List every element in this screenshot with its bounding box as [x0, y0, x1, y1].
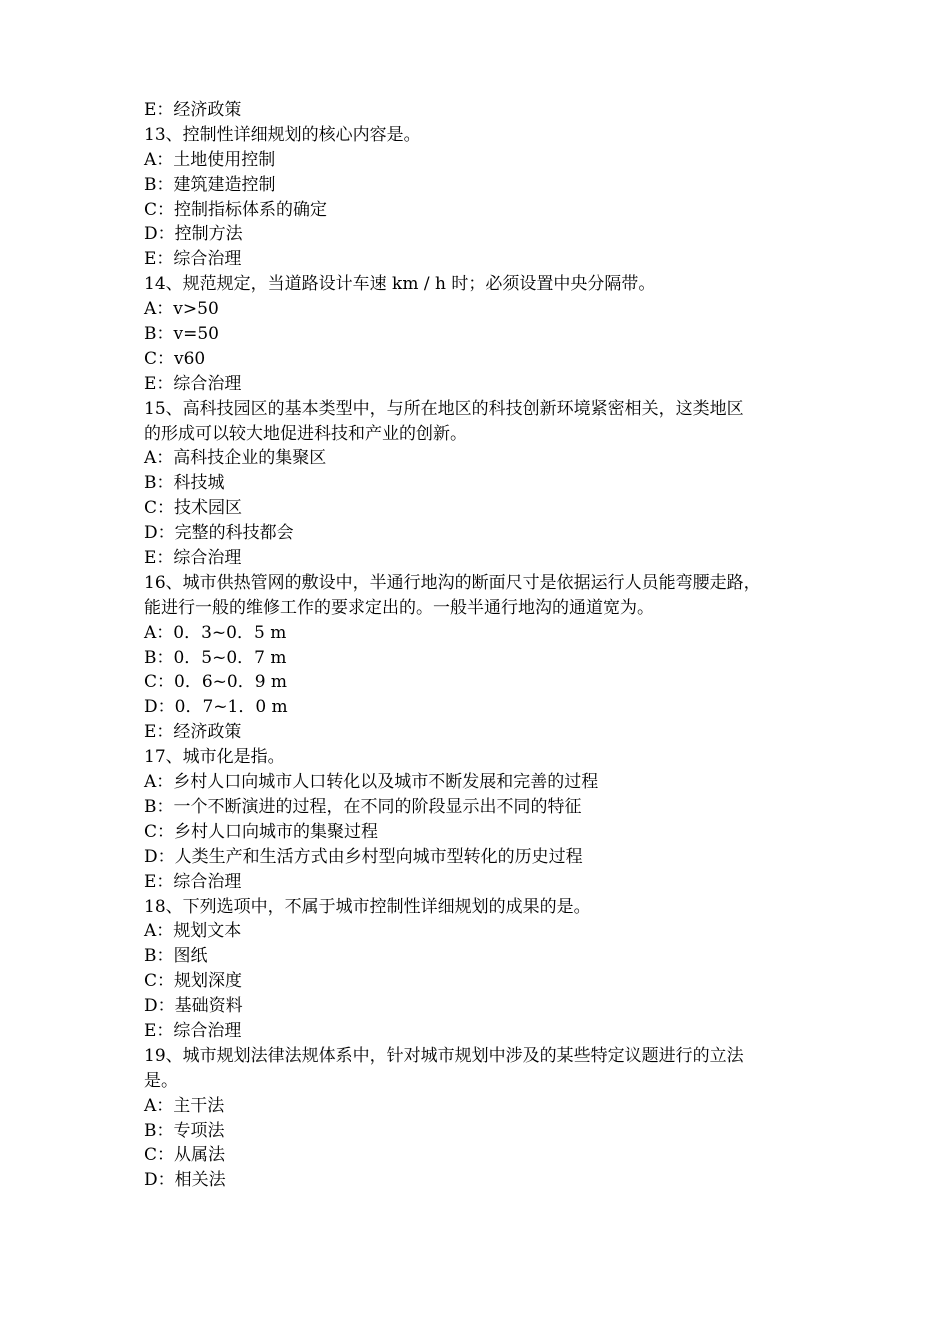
option-line: B：科技城 [144, 473, 225, 494]
option-line: A：高科技企业的集聚区 [144, 448, 327, 469]
option-line: A：乡村人口向城市人口转化以及城市不断发展和完善的过程 [144, 772, 599, 793]
option-line: D：完整的科技都会 [144, 523, 294, 544]
question-16: 16、城市供热管网的敷设中，半通行地沟的断面尺寸是依据运行人员能弯腰走路， [144, 572, 761, 593]
option-line: B：0．5~0．7 m [144, 647, 287, 668]
option-line: B：v=50 [144, 324, 219, 345]
option-line: A：v>50 [144, 299, 219, 320]
option-line: E：综合治理 [144, 249, 242, 270]
question-13: 13、控制性详细规划的核心内容是。 [144, 124, 421, 145]
option-line: E：综合治理 [144, 373, 242, 394]
option-line: C：从属法 [144, 1145, 226, 1166]
question-17: 17、城市化是指。 [144, 747, 285, 768]
question-16-cont: 能进行一般的维修工作的要求定出的。一般半通行地沟的通道宽为。 [144, 597, 654, 618]
option-line: A：0．3~0．5 m [144, 622, 287, 643]
question-19: 19、城市规划法律法规体系中，针对城市规划中涉及的某些特定议题进行的立法 [144, 1045, 744, 1066]
question-15: 15、高科技园区的基本类型中，与所在地区的科技创新环境紧密相关，这类地区 [144, 398, 744, 419]
option-line: E：综合治理 [144, 548, 242, 569]
option-line: D：人类生产和生活方式由乡村型向城市型转化的历史过程 [144, 846, 583, 867]
option-line: A：规划文本 [144, 921, 242, 942]
option-line: B：专项法 [144, 1120, 225, 1141]
option-line: D：控制方法 [144, 224, 243, 245]
option-line: C：规划深度 [144, 971, 243, 992]
option-line: A：主干法 [144, 1095, 225, 1116]
option-line: C：控制指标体系的确定 [144, 199, 328, 220]
question-15-cont: 的形成可以较大地促进科技和产业的创新。 [144, 423, 467, 444]
question-text [144, 98, 808, 1193]
option-line: C：乡村人口向城市的集聚过程 [144, 821, 379, 842]
question-14: 14、规范规定，当道路设计车速 km / h 时；必须设置中央分隔带。 [144, 274, 656, 295]
option-line: E：综合治理 [144, 871, 242, 892]
option-line: B：建筑建造控制 [144, 174, 276, 195]
option-line: D：0．7~1．0 m [144, 697, 288, 718]
option-line: C：0．6~0．9 m [144, 672, 288, 693]
option-line: E：综合治理 [144, 1020, 242, 1041]
option-line: E：经济政策 [144, 722, 242, 743]
question-18: 18、下列选项中，不属于城市控制性详细规划的成果的是。 [144, 896, 591, 917]
option-line: C：技术园区 [144, 498, 243, 519]
option-line: B：一个不断演进的过程，在不同的阶段显示出不同的特征 [144, 796, 582, 817]
option-line: B：图纸 [144, 946, 208, 967]
option-line: D：基础资料 [144, 996, 243, 1017]
option-line: D：相关法 [144, 1170, 226, 1191]
option-line: A：土地使用控制 [144, 149, 276, 170]
text-line: E：经济政策 [144, 100, 242, 120]
question-19-cont: 是。 [144, 1070, 178, 1091]
option-line: C：v60 [144, 348, 206, 369]
